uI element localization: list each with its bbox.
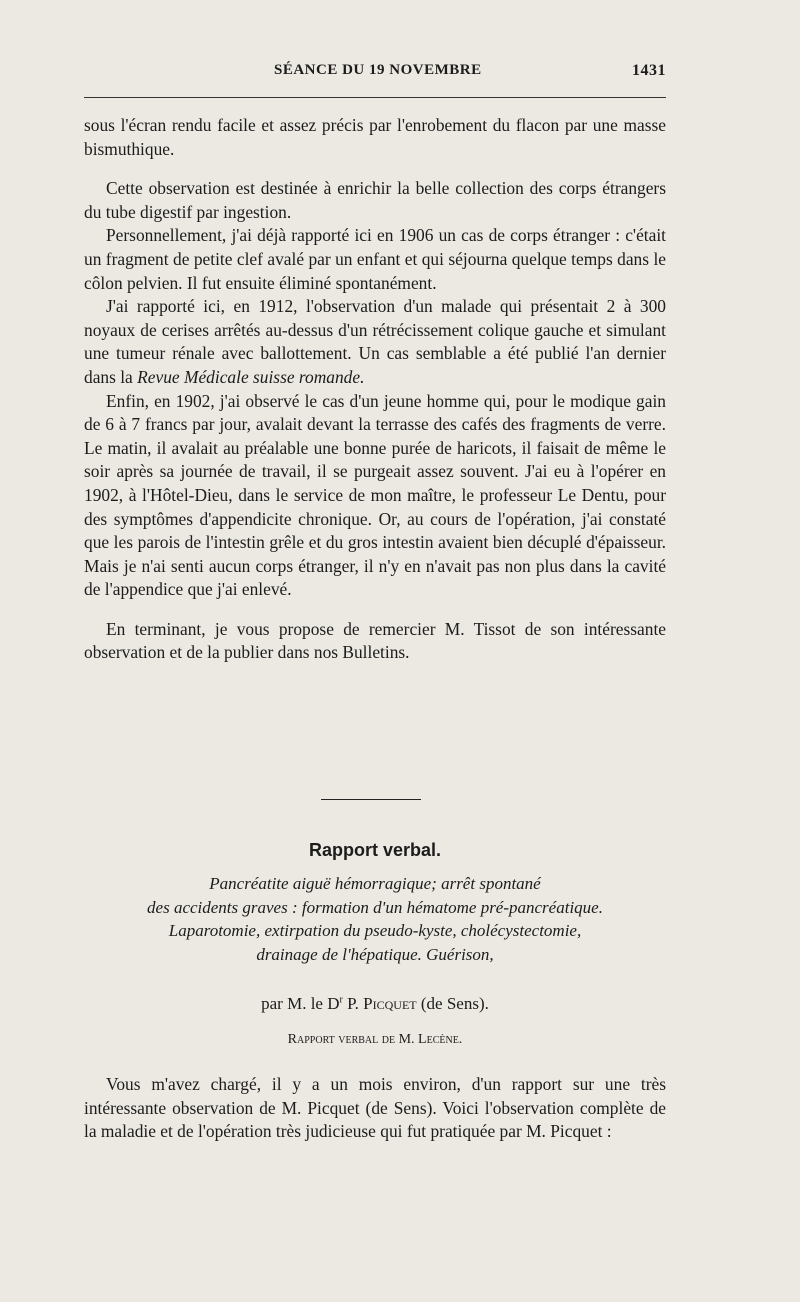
author-name: Picquet (363, 994, 417, 1013)
report-by: Rapport verbal de M. Lecène. (287, 1032, 463, 1047)
journal-reference: Revue Médicale suisse romande. (137, 366, 365, 387)
author-line (84, 994, 666, 1014)
paragraph-1912 (84, 295, 666, 389)
body-text (84, 114, 666, 665)
case-title (84, 872, 666, 966)
case-title-line: Laparotomie, extirpation du pseudo-kyste, cholécystectomie, (168, 921, 582, 940)
paragraph-conclusion: En terminant, je vous propose de remercier M. Tissot de son intéressante observation et de la publier dans nos Bulletins. (84, 618, 666, 663)
closing-text (84, 1073, 666, 1144)
case-title-line: Pancréatite aiguë hémorragique; arrêt spontané (209, 874, 541, 893)
paragraph-continuation: sous l'écran rendu facile et assez précis par l'enrobement du flacon par une masse bismuthique. (84, 115, 666, 159)
paragraph-personal-1906: Personnellement, j'ai déjà rapporté ici en 1906 un cas de corps étranger : c'était un fragment de petite clef avalé par un enfant et qui séjourna quelque temps dans le côlon pelvien. Il fut ensuite éliminé spontanément. (84, 225, 666, 293)
author-initial: P. (342, 994, 364, 1013)
page-number: 1431 (632, 62, 666, 79)
author-prefix: par M. le D (261, 994, 340, 1013)
running-header (84, 62, 666, 86)
paragraph-1912-text: J'ai rapporté ici, en 1912, l'observation d'un malade qui présentait 2 à 300 noyaux de cerises arrêtés au-dessus d'un rétrécissement colique gauche et simulant une tumeur rénale avec ballottement. Un cas semblable a été publié l'an dernier dans la (84, 296, 666, 387)
paragraph-1902: Enfin, en 1902, j'ai observé le cas d'un jeune homme qui, pour le modique gain de 6 à 7 francs par jour, avalait devant la terrasse des cafés des fragments de verre. Le matin, il avalait au préalable une bonne purée de haricots, il faisait de même le soir après sa journée de travail, il se purgeait assez souvent. J'ai eu à l'opérer en 1902, à l'Hôtel-Dieu, dans le service de mon maître, le professeur Le Dentu, pour des symptômes d'appendicite chronique. Or, au cours de l'opération, j'ai constaté que les parois de l'intestin grêle et du gros intestin avaient bien décuplé d'épaisseur. Mais je n'ai senti aucun corps étranger, il n'y en n'avait pas non plus dans la cavité de l'appendice que j'ai enlevé. (84, 390, 666, 600)
running-title: SÉANCE DU 19 NOVEMBRE (274, 62, 482, 78)
case-title-line: des accidents graves : formation d'un hématome pré-pancréatique. (147, 897, 603, 917)
section-separator (321, 799, 421, 800)
case-title-line: drainage de l'hépatique. Guérison, (256, 944, 494, 964)
header-rule (84, 97, 666, 98)
section-title: Rapport verbal. (308, 840, 442, 860)
closing-paragraph: Vous m'avez chargé, il y a un mois environ, d'un rapport sur une très intéressante observation de M. Picquet (de Sens). Voici l'observation complète de la maladie et de l'opération très judicieuse qui fut pratiquée par M. Picquet : (84, 1074, 666, 1142)
paragraph-observation: Cette observation est destinée à enrichir la belle collection des corps étrangers du tube digestif par ingestion. (84, 178, 666, 222)
author-suffix: (de Sens). (416, 994, 489, 1013)
author-sup: r (339, 994, 343, 1006)
